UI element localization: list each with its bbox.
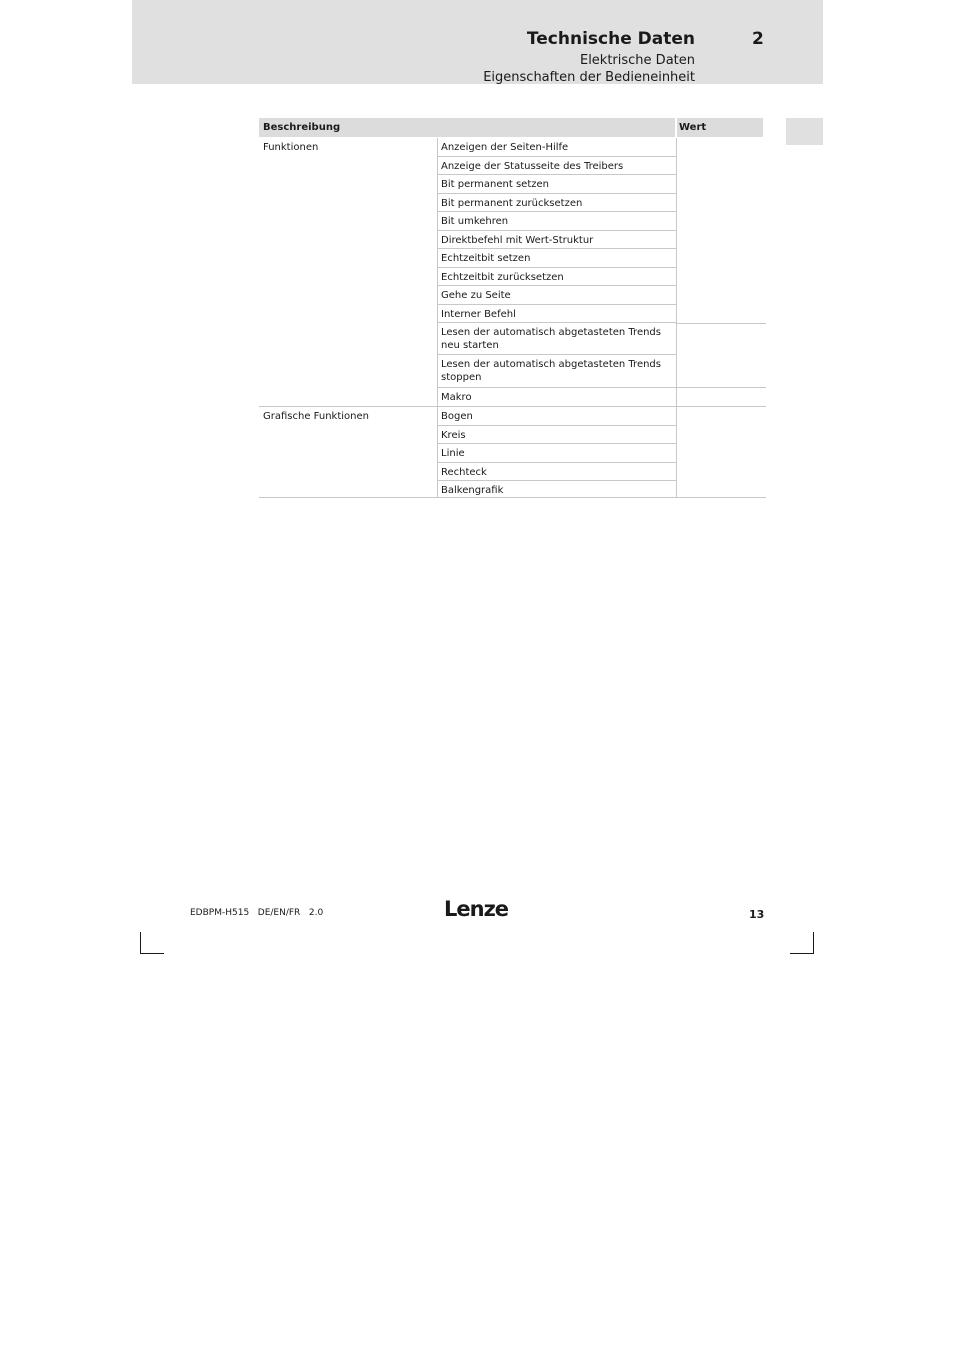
table-row: Interner Befehl (437, 305, 676, 323)
table-row: Bit permanent zurücksetzen (437, 194, 676, 212)
table-row: Gehe zu Seite (437, 286, 676, 305)
table-bottom-border (259, 497, 766, 498)
header-description: Beschreibung (259, 118, 675, 137)
table-row: Anzeigen der Seiten-Hilfe (437, 138, 676, 157)
value-row-divider (677, 323, 766, 324)
table-row: Echtzeitbit setzen (437, 249, 676, 268)
table-row: Bogen (437, 407, 676, 426)
value-column-divider (676, 407, 677, 498)
crop-mark-right-horizontal (790, 953, 814, 954)
page-title: Technische Daten (526, 29, 695, 49)
crop-mark-left-vertical (140, 932, 141, 954)
table-row: Linie (437, 444, 676, 463)
table-row: Lesen der automatisch abgetasteten Trends neu starten (437, 323, 676, 355)
table-row: Anzeige der Statusseite des Treibers (437, 157, 676, 175)
table-row: Lesen der automatisch abgetasteten Trends stoppen (437, 355, 676, 388)
table-row: Balkengrafik (437, 481, 676, 498)
document-id: EDBPM-H515 DE/EN/FR 2.0 (190, 908, 324, 918)
subsection-subtitle: Eigenschaften der Bedieneinheit (483, 70, 695, 85)
page-number: 13 (749, 908, 765, 921)
category-graphic-functions: Grafische Funktionen (263, 411, 369, 422)
value-column-divider (676, 138, 677, 407)
crop-mark-left-horizontal (140, 953, 164, 954)
chapter-number: 2 (752, 29, 764, 49)
table-row: Bit permanent setzen (437, 175, 676, 194)
table-row: Kreis (437, 426, 676, 444)
header-value: Wert (677, 118, 763, 137)
crop-mark-right-vertical (813, 932, 814, 954)
table-row: Echtzeitbit zurücksetzen (437, 268, 676, 286)
category-functions: Funktionen (263, 142, 319, 153)
header-band (132, 0, 823, 84)
value-row-divider (677, 387, 766, 388)
table-row: Bit umkehren (437, 212, 676, 231)
table-row: Makro (437, 388, 676, 407)
table-row: Direktbefehl mit Wert-Struktur (437, 231, 676, 249)
section-subtitle: Elektrische Daten (579, 53, 695, 68)
lenze-logo: Lenze (444, 897, 509, 921)
table-row: Rechteck (437, 463, 676, 481)
side-tab-marker (786, 118, 823, 145)
table-header (259, 118, 766, 137)
